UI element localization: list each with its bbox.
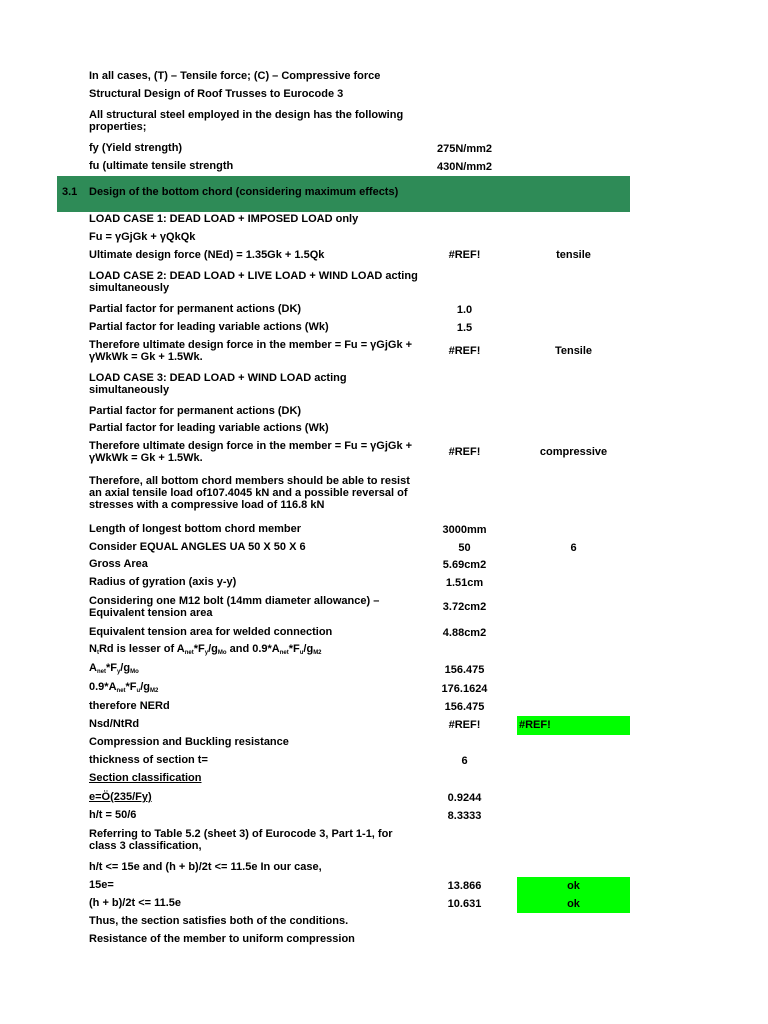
cell-fu-value[interactable]: 430N/mm2 bbox=[436, 161, 493, 173]
cell-epsilon-value[interactable]: 0.9244 bbox=[447, 792, 482, 804]
cell-design-force-3-value[interactable]: #REF! bbox=[448, 446, 481, 458]
cell-design-force-3-type[interactable]: compressive bbox=[539, 446, 608, 458]
cell-partial-dk-3[interactable]: Partial factor for permanent actions (DK) bbox=[89, 405, 302, 417]
cell-gyration-value[interactable]: 1.51cm bbox=[445, 577, 484, 589]
cell-uniform-compression[interactable]: Resistance of the member to uniform compression bbox=[89, 933, 355, 945]
cell-bolt-area-label[interactable]: Considering one M12 bolt (14mm diameter allowance) – Equivalent tension area bbox=[89, 595, 380, 619]
cell-15e-check[interactable]: ok bbox=[567, 880, 580, 892]
cell-fu-formula[interactable]: Fu = γGjGk + γQkQk bbox=[89, 231, 196, 243]
cell-load-case-1[interactable]: LOAD CASE 1: DEAD LOAD + IMPOSED LOAD only bbox=[89, 213, 359, 225]
cell-gyration-label[interactable]: Radius of gyration (axis y-y) bbox=[89, 576, 237, 588]
cell-gross-area-value[interactable]: 5.69cm2 bbox=[442, 559, 487, 571]
cell-table-reference[interactable]: Referring to Table 5.2 (sheet 3) of Eurocode 3, Part 1-1, for class 3 classification, bbox=[89, 828, 393, 852]
cell-angle-section[interactable]: Consider EQUAL ANGLES UA 50 X 50 X 6 bbox=[89, 541, 306, 553]
cell-anet-fy-value[interactable]: 156.475 bbox=[444, 664, 485, 676]
cell-partial-wk-2-value[interactable]: 1.5 bbox=[456, 322, 473, 334]
cell-length-label[interactable]: Length of longest bottom chord member bbox=[89, 523, 302, 535]
cell-design-force-3[interactable]: Therefore ultimate design force in the member = Fu = γGjGk + γWkWk = Gk + 1.5Wk. bbox=[89, 440, 413, 464]
cell-note-forces[interactable]: In all cases, (T) – Tensile force; (C) – Compressive force bbox=[89, 70, 381, 82]
cell-angle-thickness[interactable]: 6 bbox=[570, 542, 577, 554]
cell-ratio-check[interactable]: #REF! bbox=[519, 719, 551, 731]
cell-weld-area-value[interactable]: 4.88cm2 bbox=[442, 627, 487, 639]
cell-epsilon-label[interactable]: e=Ö(235/Fy) bbox=[89, 791, 152, 803]
cell-ratio-label[interactable]: Nsd/NtRd bbox=[89, 718, 140, 730]
cell-section-satisfies[interactable]: Thus, the section satisfies both of the conditions. bbox=[89, 915, 349, 927]
cell-load-case-3[interactable]: LOAD CASE 3: DEAD LOAD + WIND LOAD acting simultaneously bbox=[89, 372, 347, 396]
cell-ned-type[interactable]: tensile bbox=[556, 249, 591, 261]
cell-class3-criteria[interactable]: h/t <= 15e and (h + b)/2t <= 11.5e In our case, bbox=[89, 861, 322, 873]
cell-fy-label[interactable]: fy (Yield strength) bbox=[89, 142, 183, 154]
cell-angle-size[interactable]: 50 bbox=[458, 542, 471, 554]
cell-15e-label[interactable]: 15e= bbox=[89, 879, 114, 891]
cell-ned-value[interactable]: #REF! bbox=[448, 249, 481, 261]
cell-design-force-2-value[interactable]: #REF! bbox=[448, 345, 481, 357]
cell-hb-value[interactable]: 10.631 bbox=[447, 898, 482, 910]
cell-partial-dk-2-value[interactable]: 1.0 bbox=[456, 304, 473, 316]
cell-ht-label[interactable]: h/t = 50/6 bbox=[89, 809, 137, 821]
cell-load-case-2[interactable]: LOAD CASE 2: DEAD LOAD + LIVE LOAD + WIND LOAD acting simultaneously bbox=[89, 270, 418, 294]
cell-15e-value[interactable]: 13.866 bbox=[447, 880, 482, 892]
cell-compression-heading[interactable]: Compression and Buckling resistance bbox=[89, 736, 289, 748]
cell-fu-label[interactable]: fu (ultimate tensile strength bbox=[89, 160, 234, 172]
cell-gross-area-label[interactable]: Gross Area bbox=[89, 558, 148, 570]
cell-thickness-value[interactable]: 6 bbox=[461, 755, 468, 767]
cell-conclusion-loads[interactable]: Therefore, all bottom chord members should be able to resist an axial tensile load of107.4045 kN and a possible reversal of stresses with a compressive load of 116.8 kN bbox=[89, 475, 410, 511]
cell-fy-value[interactable]: 275N/mm2 bbox=[436, 143, 493, 155]
cell-ntrd-rule[interactable]: $N_tRd$ is lesser of $A_{net}*F_y/g_{Mo}$ and $0.9*A_{net}*F_u/g_{M2}$ bbox=[89, 643, 322, 656]
cell-partial-wk-3[interactable]: Partial factor for leading variable actions (Wk) bbox=[89, 422, 329, 434]
cell-nerd-value[interactable]: 156.475 bbox=[444, 701, 485, 713]
cell-bolt-area-value[interactable]: 3.72cm2 bbox=[442, 601, 487, 613]
cell-title[interactable]: Structural Design of Roof Trusses to Eurocode 3 bbox=[89, 88, 344, 100]
section-heading[interactable]: Design of the bottom chord (considering maximum effects) bbox=[89, 186, 399, 198]
cell-design-force-2[interactable]: Therefore ultimate design force in the member = Fu = γGjGk + γWkWk = Gk + 1.5Wk. bbox=[89, 339, 413, 363]
cell-anet-fy-label[interactable]: $A_{net}*F_y/g_{Mo}$ bbox=[89, 662, 139, 675]
cell-design-force-2-type[interactable]: Tensile bbox=[554, 345, 593, 357]
cell-hb-label[interactable]: (h + b)/2t <= 11.5e bbox=[89, 897, 182, 909]
cell-anet-fu-value[interactable]: 176.1624 bbox=[441, 683, 488, 695]
cell-ratio-value[interactable]: #REF! bbox=[448, 719, 481, 731]
cell-hb-check[interactable]: ok bbox=[567, 898, 580, 910]
cell-ht-value[interactable]: 8.3333 bbox=[447, 810, 482, 822]
cell-partial-wk-2[interactable]: Partial factor for leading variable actions (Wk) bbox=[89, 321, 329, 333]
cell-thickness-label[interactable]: thickness of section t= bbox=[89, 754, 208, 766]
cell-partial-dk-2[interactable]: Partial factor for permanent actions (DK) bbox=[89, 303, 302, 315]
cell-section-classification[interactable]: Section classification bbox=[89, 772, 202, 784]
cell-anet-fu-label[interactable]: $0.9*A_{net}*F_u/g_{M2}$ bbox=[89, 681, 159, 694]
section-number[interactable]: 3.1 bbox=[62, 186, 78, 198]
cell-weld-area-label[interactable]: Equivalent tension area for welded connection bbox=[89, 626, 333, 638]
cell-ned-formula[interactable]: Ultimate design force (NEd) = 1.35Gk + 1.5Qk bbox=[89, 249, 325, 261]
cell-length-value[interactable]: 3000mm bbox=[442, 524, 487, 536]
cell-nerd-label[interactable]: therefore NERd bbox=[89, 700, 170, 712]
cell-steel-properties[interactable]: All structural steel employed in the design has the following properties; bbox=[89, 109, 404, 133]
